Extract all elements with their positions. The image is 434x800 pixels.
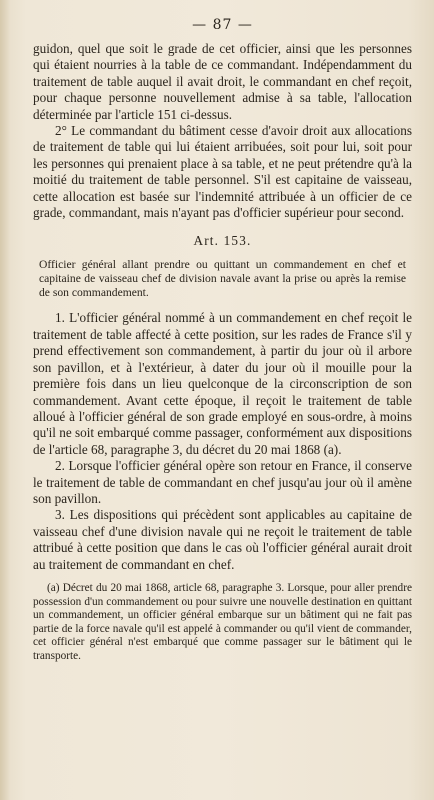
page-spine-shadow [0,0,10,800]
article-paragraph-2: 2. Lorsque l'officier général opère son retour en France, il conserve le traitement de table de commandant en chef jusqu'au jour où il amène son pavillon. [33,458,412,506]
paragraph-2: 2° Le commandant du bâtiment cesse d'avoir droit aux allocations de traitement de table qui lui étaient arribuées, soit pour lui, soit pour les personnes qui prenaient place à sa table, et ne peut prétendre qu'à la moitié du traitement de table personnel. S'il est capitaine de vaisseau, cette allocation est basée sur l'indemnité attribuée à un officier de ce grade, commandant, mais n'ayant pas d'officier supérieur pour second. [33,123,412,221]
body-text [33,41,412,221]
article-summary-text: Officier général allant prendre ou quittant un commandement en chef et capitaine de vaisseau chef de division navale avant la prise ou après la remise de son commandement. [39,258,406,300]
paragraph-continuation: guidon, quel que soit le grade de cet officier, ainsi que les personnes qui étaient nourries à la table de ce commandant. Indépendamment du traitement de table auquel il avait droit, le commandant en chef reçoit, pour chaque personne nouvellement admise à sa table, l'allocation déterminée par l'article 151 ci-dessus. [33,41,412,122]
footnote-text: (a) Décret du 20 mai 1868, article 68, paragraphe 3. Lorsque, pour aller prendre possession d'un commandement ou pour suivre une nouvelle destination en quittant un commandement, un officier général embarque sur un bâtiment qui ne fait pas partie de la force navale qu'il est appelé à commander ou qu'il vient de commander, cet officier général n'est embarqué que comme passager sur le bâtiment qui le transporte. [33,581,412,662]
article-body [33,310,412,573]
footnote [33,582,412,664]
article-paragraph-3: 3. Les dispositions qui précèdent sont applicables au capitaine de vaisseau chef d'une division navale qui ne reçoit le traitement de table attribué à cette position que dans le cas où l'officier général aurait droit au traitement de commandant en chef. [33,507,412,572]
article-heading: Art. 153. [193,233,252,249]
article-summary [39,258,406,300]
article-paragraph-1: 1. L'officier général nommé à un commandement en chef reçoit le traitement de table affecté à cette position, sur les rades de France s'il y prend effectivement son commandement, à partir du jour où il arbore son pavillon, et à l'extérieur, à dater du jour où il mouille pour la première fois dans un lieu quelconque de la circonscription de son commandement. Avant cette époque, il reçoit le traitement de table alloué à l'officier général de son grade employé en sous-ordre, à moins qu'il ne soit embarqué comme passager, conformément aux dispositions de l'article 68, paragraphe 3, du décret du 20 mai 1868 (a). [33,310,412,457]
page-number-header: — 87 — [192,17,253,33]
